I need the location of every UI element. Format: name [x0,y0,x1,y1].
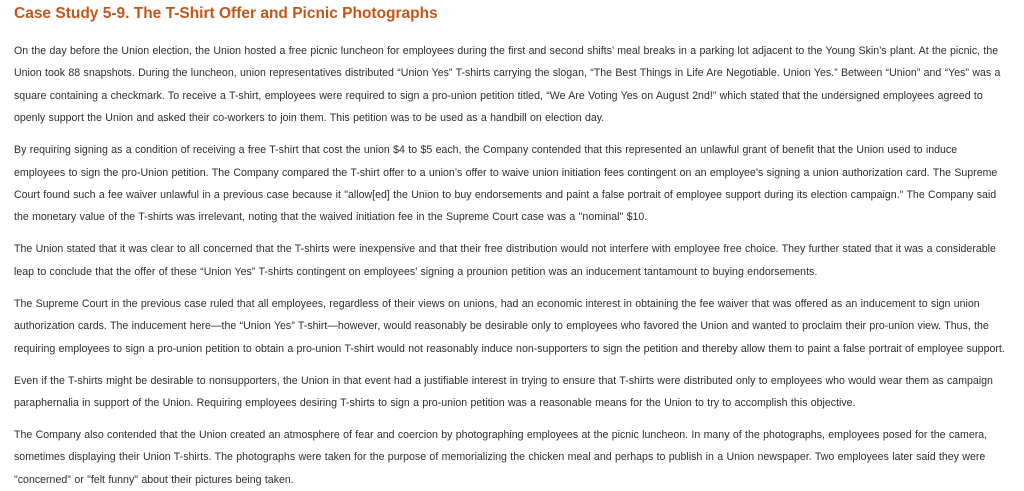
paragraph-1: On the day before the Union election, the Union hosted a free picnic luncheon for employees during the first and second shifts’ meal breaks in a parking lot adjacent to the Young Skin’s plant. At the picnic, the Union took 88 snapshots. During the luncheon, union representatives distributed “Union Yes” T-shirts carrying the slogan, “The Best Things in Life Are Negotiable. Union Yes.” Between “Union” and “Yes” was a square containing a checkmark. To receive a T-shirt, employees were required to sign a pro-union petition titled, “We Are Voting Yes on August 2nd!” which stated that the undersigned employees agreed to openly support the Union and asked their co-workers to join them. This petition was to be used as a handbill on election day. [14,45,1001,125]
paragraph-4: The Supreme Court in the previous case ruled that all employees, regardless of their views on unions, had an economic interest in obtaining the fee waiver that was offered as an inducement to sign union authorization cards. The inducement here—the “Union Yes” T-shirt—however, would reasonably be desirable only to employees who favored the Union and wanted to proclaim their pro-union view. Thus, the requiring employees to sign a pro-union petition to obtain a pro-union T-shirt would not reasonably induce non-supporters to sign the petition and thereby allow them to paint a false portrait of employee support. [14,297,1005,355]
case-study-title: Case Study 5-9. The T-Shirt Offer and Picnic Photographs [14,5,438,22]
paragraph-5: Even if the T-shirts might be desirable to nonsupporters, the Union in that event had a justifiable interest in trying to ensure that T-shirts were distributed only to employees who would wear them as campaign paraphernalia in support of the Union. Requiring employees desiring T-shirts to sign a pro-union petition was a reasonable means for the Union to try to accomplish this objective. [14,374,993,410]
paragraph-2: By requiring signing as a condition of receiving a free T-shirt that cost the union $4 to $5 each, the Company contended that this represented an unlawful grant of benefit that the Union used to induce employees to sign the pro-Union petition. The Company compared the T-shirt offer to a union’s offer to waive union initiation fees contingent on an employee’s signing a union authorization card. The Supreme Court found such a fee waiver unlawful in a previous case because it "allow[ed] the Union to buy endorsements and paint a false portrait of employee support during its election campaign." The Company said the monetary value of the T-shirts was irrelevant, noting that the waived initiation fee in the Supreme Court case was a "nominal" $10. [14,144,998,224]
paragraph-3: The Union stated that it was clear to all concerned that the T-shirts were inexpensive and that their free distribution would not interfere with employee free choice. They further stated that it was a considerable leap to conclude that the offer of these “Union Yes” T-shirts contingent on employees’ signing a prounion petition was an inducement tantamount to buying endorsements. [14,243,996,278]
paragraph-6: The Company also contended that the Union created an atmosphere of fear and coercion by photographing employees at the picnic luncheon. In many of the photographs, employees posed for the camera, sometimes displaying their Union T-shirts. The photographs were taken for the purpose of memorializing the chicken meal and perhaps to publish in a Union newspaper. Two employees later said they were "concerned" or "felt funny" about their pictures being taken. [14,429,988,486]
